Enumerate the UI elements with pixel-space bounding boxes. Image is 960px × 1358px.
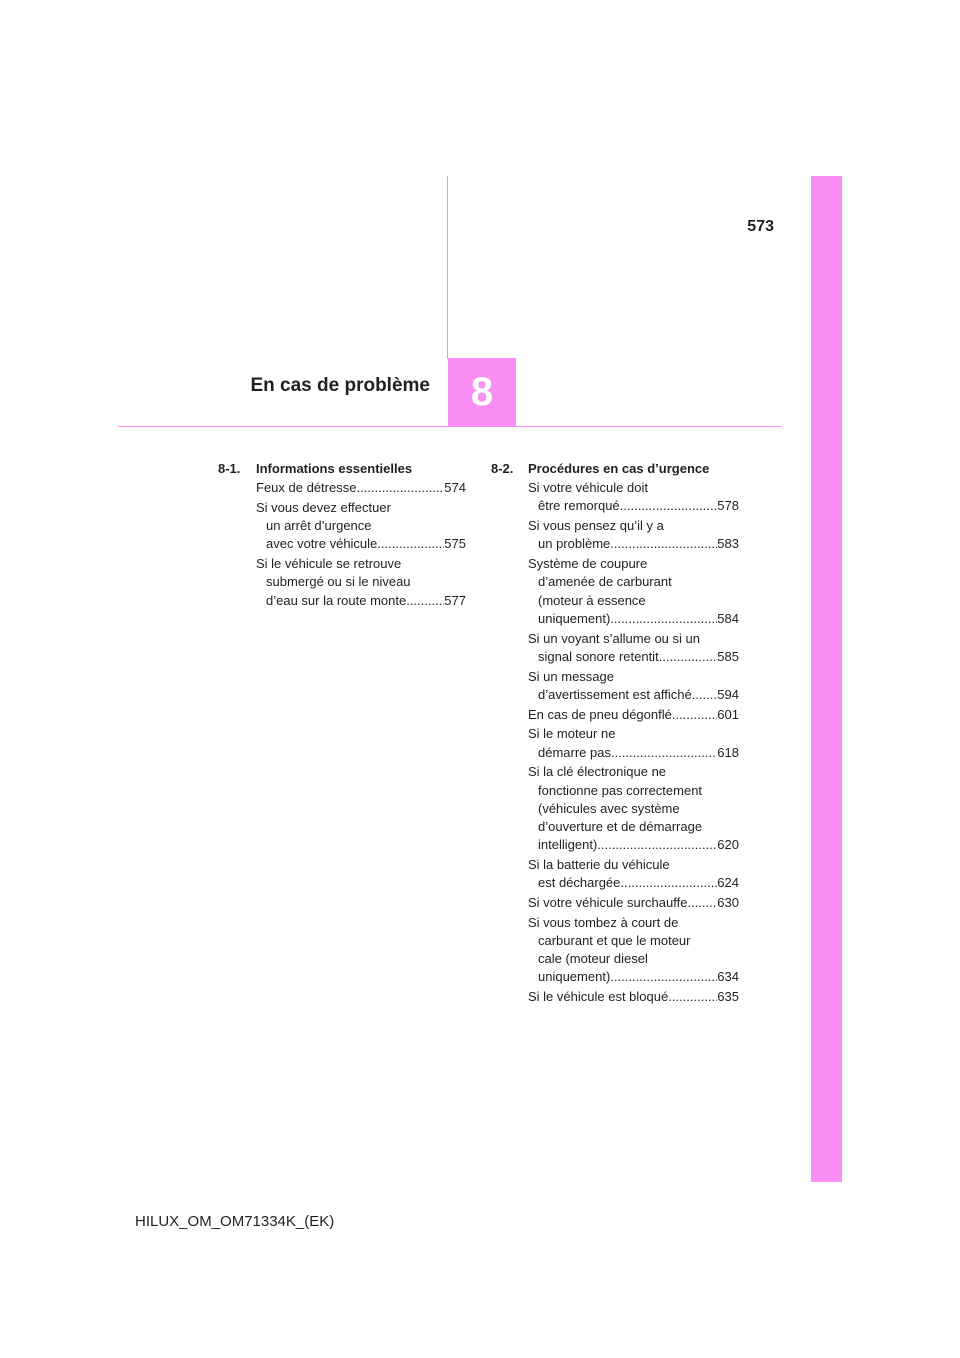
toc-entry-text: démarre pas — [538, 744, 611, 760]
toc-entry-text: Si le véhicule se retrouve — [256, 556, 402, 572]
toc-entry-text: Si la batterie du véhicule — [528, 857, 670, 873]
toc-entries — [528, 479, 739, 1006]
dot-leader — [620, 497, 718, 515]
toc-entry-text: avec votre véhicule — [266, 536, 378, 552]
dot-leader — [687, 894, 717, 912]
toc-page-number: 624 — [717, 875, 739, 891]
toc-page-number: 635 — [717, 989, 739, 1005]
toc-entry[interactable] — [256, 555, 466, 610]
document-code-footer: HILUX_OM_OM71334K_(EK) — [135, 1213, 335, 1230]
chapter-number-box — [448, 358, 516, 426]
toc-entry-text: Système de coupure — [528, 556, 648, 572]
toc-entry[interactable] — [528, 668, 739, 704]
toc-entry-text: Si un message — [528, 668, 614, 684]
toc-entry[interactable] — [528, 630, 739, 666]
chapter-number: 8 — [470, 369, 494, 414]
toc-page-number: 577 — [444, 592, 466, 608]
dot-leader — [672, 706, 717, 724]
dot-leader — [659, 648, 718, 666]
dot-leader — [610, 535, 717, 553]
vertical-rule — [447, 176, 448, 359]
toc-entry-text: intelligent) — [538, 837, 598, 853]
toc-entry[interactable] — [528, 894, 739, 912]
toc-entry-text: signal sonore retentit — [538, 648, 659, 664]
toc-entry[interactable] — [256, 479, 466, 497]
toc-entry-text: En cas de pneu dégonflé — [528, 706, 672, 722]
chapter-side-tab — [811, 176, 842, 1182]
toc-entry-text: Si vous tombez à court de — [528, 914, 679, 930]
toc-entry-text: submergé ou si le niveau — [266, 574, 411, 590]
toc-page-number: 634 — [717, 969, 739, 985]
toc-page-number: 583 — [717, 536, 739, 552]
toc-page-number: 584 — [717, 610, 739, 626]
toc-entry-text: Si la clé électronique ne — [528, 764, 667, 780]
toc-entry-text: être remorqué — [538, 498, 620, 514]
toc-section-8-2 — [491, 460, 739, 1008]
section-number: 8-1. — [218, 461, 241, 476]
toc-entry-text: un problème — [538, 536, 611, 552]
toc-page-number: 601 — [717, 706, 739, 722]
toc-entry-text: carburant et que le moteur — [538, 933, 691, 949]
toc-entry-text: d’amenée de carburant — [538, 574, 672, 590]
chapter-title: En cas de problème — [250, 375, 430, 396]
toc-entry[interactable] — [528, 763, 739, 854]
section-heading — [218, 460, 466, 478]
toc-entry-text: d’avertissement est affiché — [538, 686, 692, 702]
toc-entry[interactable] — [528, 706, 739, 724]
dot-leader — [406, 592, 444, 610]
section-heading — [491, 460, 739, 478]
toc-page-number: 578 — [717, 498, 739, 514]
toc-entry-text: d’eau sur la route monte — [266, 592, 407, 608]
toc-entry-text: Si le véhicule est bloqué — [528, 989, 669, 1005]
toc-entry-text: Feux de détresse — [256, 480, 357, 496]
dot-leader — [356, 479, 444, 497]
toc-page-number: 620 — [717, 837, 739, 853]
dot-leader — [668, 988, 717, 1006]
toc-entry[interactable] — [528, 517, 739, 553]
toc-entry-text: uniquement) — [538, 969, 611, 985]
dot-leader — [597, 836, 717, 854]
dot-leader — [611, 744, 717, 762]
toc-entry-text: d’ouverture et de démarrage — [538, 819, 703, 835]
section-title: Procédures en cas d’urgence — [528, 461, 710, 476]
dot-leader — [610, 610, 717, 628]
dot-leader — [692, 686, 718, 704]
toc-section-8-1 — [218, 460, 466, 611]
toc-page-number: 618 — [717, 744, 739, 760]
toc-entry-text: Si votre véhicule surchauffe — [528, 895, 688, 911]
toc-entry[interactable] — [528, 555, 739, 628]
toc-entry-text: Si un voyant s’allume ou si un — [528, 630, 700, 646]
toc-entry-text: Si le moteur ne — [528, 726, 616, 742]
toc-page-number: 575 — [444, 536, 466, 552]
section-number: 8-2. — [491, 461, 514, 476]
toc-entry-text: Si vous devez effectuer — [256, 500, 391, 515]
toc-entry-text: (véhicules avec système — [538, 800, 680, 816]
toc-entry[interactable] — [256, 499, 466, 554]
dot-leader — [620, 874, 717, 892]
toc-entries — [256, 479, 466, 610]
toc-entry-text: fonctionne pas correctement — [538, 782, 703, 798]
page-number: 573 — [747, 218, 774, 235]
toc-entry-text: cale (moteur diesel — [538, 951, 648, 967]
toc-entry-text: (moteur à essence — [538, 592, 646, 608]
header-rule — [118, 426, 781, 427]
toc-page-number: 594 — [717, 686, 739, 702]
toc-page-number: 630 — [717, 895, 739, 911]
toc-entry[interactable] — [528, 914, 739, 987]
toc-entry-text: uniquement) — [538, 610, 611, 626]
section-title: Informations essentielles — [256, 461, 413, 476]
toc-entry-text: Si vous pensez qu’il y a — [528, 518, 664, 534]
toc-entry[interactable] — [528, 479, 739, 515]
toc-entry[interactable] — [528, 725, 739, 761]
dot-leader — [610, 968, 717, 986]
toc-entry-text: est déchargée — [538, 875, 621, 891]
toc-entry-text: Si votre véhicule doit — [528, 480, 648, 496]
toc-entry-text: un arrêt d’urgence — [266, 518, 372, 534]
dot-leader — [377, 535, 444, 553]
toc-entry[interactable] — [528, 988, 739, 1006]
toc-page-number: 585 — [717, 648, 739, 664]
toc-entry[interactable] — [528, 856, 739, 892]
toc-page-number: 574 — [444, 480, 466, 496]
